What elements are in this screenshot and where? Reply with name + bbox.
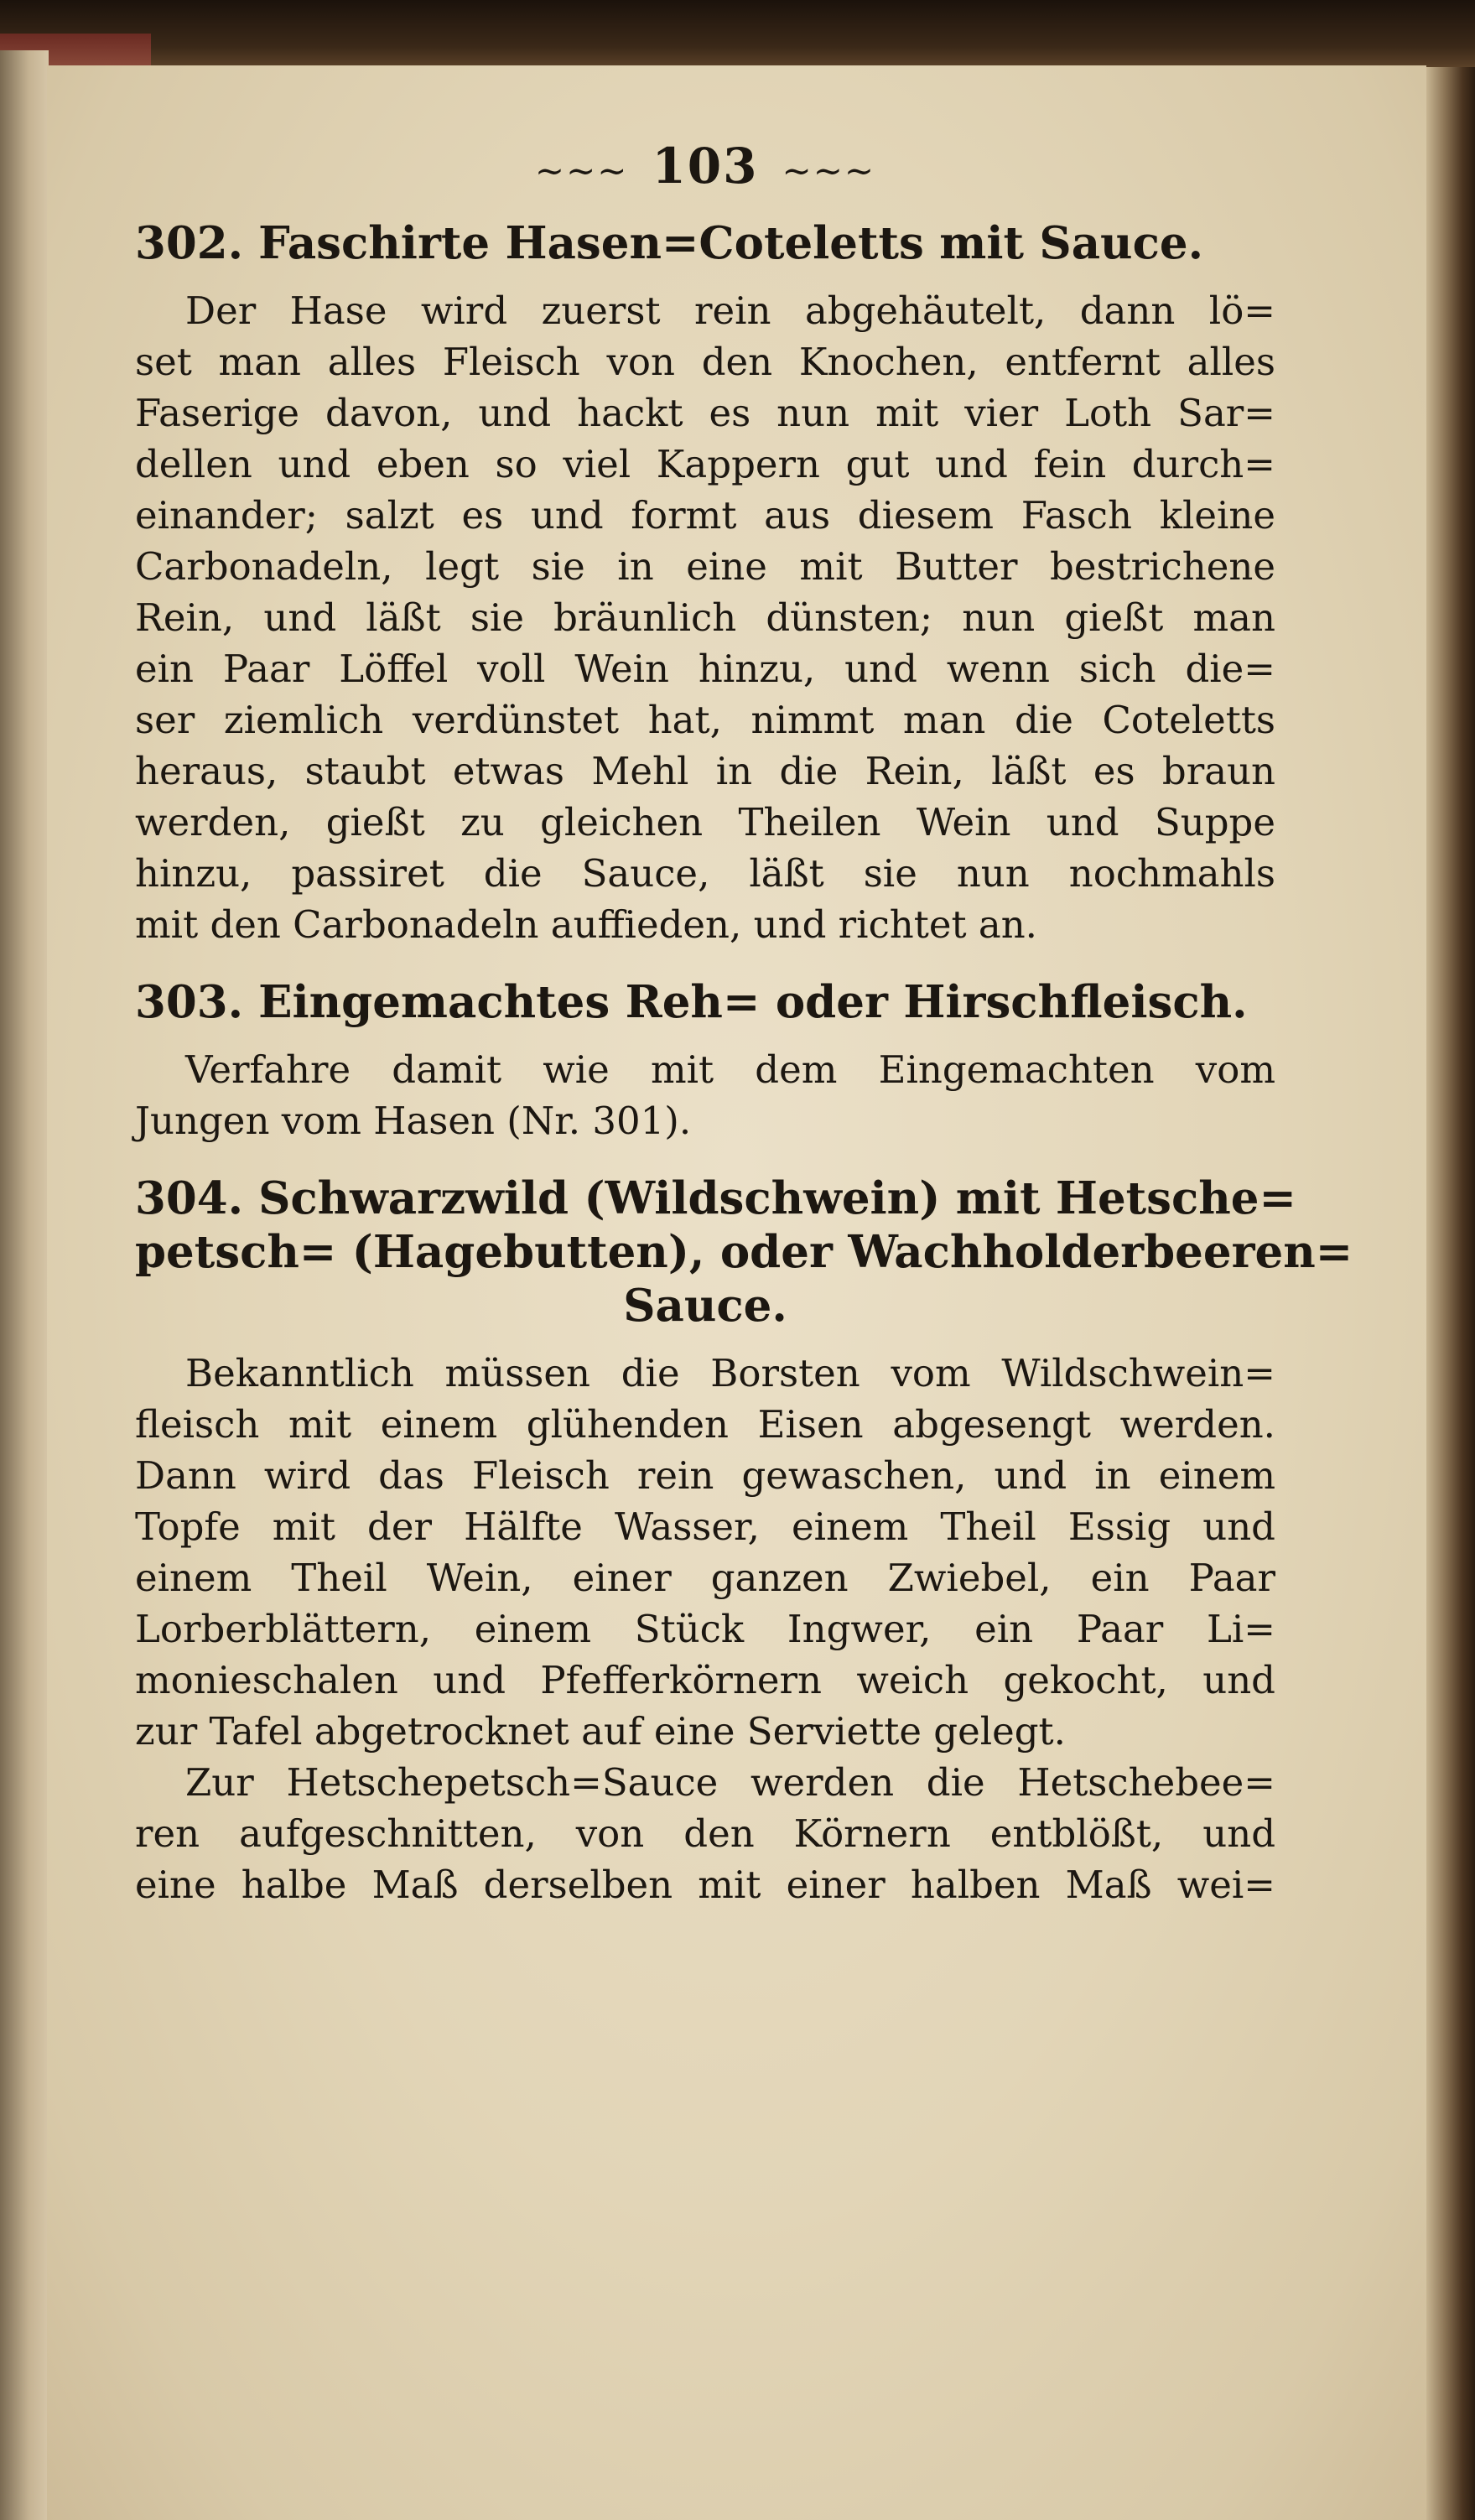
recipe-heading [135,975,1275,1029]
text-line: ser ziemlich verdünstet hat, nimmt man die Coteletts [135,698,1275,742]
recipe-paragraph [135,1348,1275,1757]
page-stack-edge [1425,67,1475,2520]
recipe-302 [135,216,1275,950]
recipe-304 [135,1172,1353,1910]
page-number: 103 [652,138,759,195]
recipe-paragraph [135,285,1275,950]
text-line: fleisch mit einem glühenden Eisen abgesengt werden. [135,1402,1275,1447]
text-line: Der Hase wird zuerst rein abgehäutelt, dann lö= [185,288,1275,333]
recipe-title: Eingemachtes Reh= oder Hirschfleisch. [258,976,1248,1028]
recipe-heading [135,1172,1353,1333]
text-line: einem Theil Wein, einer ganzen Zwiebel, ein Paar [135,1556,1275,1600]
text-line: dellen und eben so viel Kappern gut und fein durch= [135,442,1275,486]
recipe-title-line: petsch= (Hagebutten), oder Wachholderbeeren= [135,1226,1353,1278]
text-line: eine halbe Maß derselben mit einer halben Maß wei= [135,1863,1275,1907]
text-line: Faserige davon, und hackt es nun mit vier Loth Sar= [135,391,1275,435]
text-line: einander; salzt es und formt aus diesem Fasch kleine [135,493,1275,538]
page-header [135,137,1275,195]
recipe-paragraph [135,1757,1275,1910]
text-line: heraus, staubt etwas Mehl in die Rein, läßt es braun [135,749,1275,793]
text-line: Dann wird das Fleisch rein gewaschen, und in einem [135,1453,1275,1498]
text-line: Rein, und läßt sie bräunlich dünsten; nun gießt man [135,595,1275,640]
text-line: monieschalen und Pfefferkörnern weich gekocht, und [135,1658,1275,1702]
recipe-number: 304. [135,1172,244,1224]
book-top-edge [0,0,1475,67]
recipe-title-line: Sauce. [623,1280,787,1332]
text-line: hinzu, passiret die Sauce, läßt sie nun nochmahls [135,851,1275,896]
recipe-paragraph [135,1044,1275,1146]
text-line: zur Tafel abgetrocknet auf eine Serviette gelegt. [135,1709,1066,1754]
recipe-303 [135,975,1275,1146]
text-line: Zur Hetschepetsch=Sauce werden die Hetschebee= [185,1760,1275,1805]
text-line: ren aufgeschnitten, von den Körnern entblößt, und [135,1811,1275,1856]
recipe-heading [135,216,1275,270]
text-line: Carbonadeln, legt sie in eine mit Butter bestrichene [135,544,1275,589]
page-gutter [0,50,49,2520]
text-line: mit den Carbonadeln auffieden, und richtet an. [135,902,1037,947]
recipe-title: Faschirte Hasen=Coteletts mit Sauce. [258,217,1204,269]
text-line: werden, gießt zu gleichen Theilen Wein und Suppe [135,800,1275,844]
header-ornament-left: ~~~ [534,150,629,191]
text-line: Verfahre damit wie mit dem Eingemachten vom [185,1047,1275,1092]
recipe-title: Schwarzwild (Wildschwein) mit Hetsche= [258,1172,1296,1224]
text-line: set man alles Fleisch von den Knochen, entfernt alles [135,340,1275,384]
text-line: Topfe mit der Hälfte Wasser, einem Theil Essig und [135,1504,1275,1549]
text-line: Bekanntlich müssen die Borsten vom Wildschwein= [185,1351,1275,1395]
text-line: Jungen vom Hasen (Nr. 301). [135,1099,692,1143]
recipe-number: 303. [135,976,244,1028]
text-line: Lorberblättern, einem Stück Ingwer, ein Paar Li= [135,1607,1275,1651]
recipe-title-line [135,1172,1296,1225]
page-text [135,138,1353,1910]
recipe-number: 302. [135,217,244,269]
book-page [47,65,1426,2520]
header-ornament-right: ~~~ [782,150,876,191]
text-line: ein Paar Löffel voll Wein hinzu, und wenn sich die= [135,647,1275,691]
